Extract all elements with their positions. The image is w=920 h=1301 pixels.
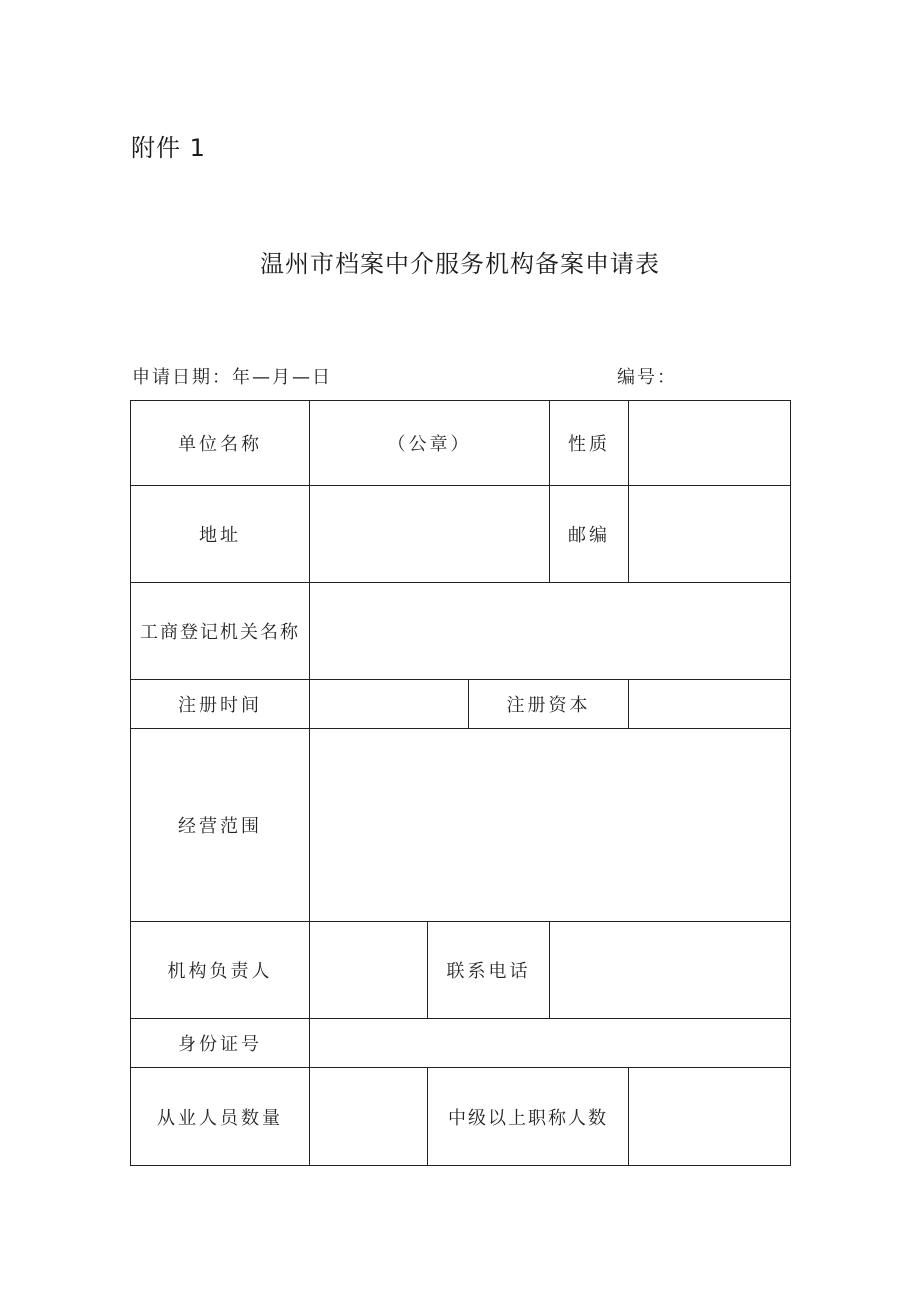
- senior-title-count-field[interactable]: [629, 1068, 791, 1166]
- application-date-line: 申请日期：年—月—日: [132, 367, 332, 388]
- registration-time-field[interactable]: [310, 680, 469, 729]
- attachment-label: 附件 1: [131, 134, 206, 162]
- person-in-charge-field[interactable]: [310, 922, 428, 1019]
- registration-authority-field[interactable]: [310, 583, 791, 680]
- address-field[interactable]: [310, 486, 550, 583]
- id-number-label: 身份证号: [131, 1019, 310, 1068]
- row-business-scope: [131, 729, 791, 922]
- registration-time-label: 注册时间: [131, 680, 310, 729]
- postcode-label: 邮编: [550, 486, 629, 583]
- number-label: 编号：: [617, 367, 677, 388]
- postcode-field[interactable]: [629, 486, 791, 583]
- row-registration-time: [131, 680, 791, 729]
- row-address: [131, 486, 791, 583]
- staff-count-label: 从业人员数量: [131, 1068, 310, 1166]
- contact-phone-field[interactable]: [550, 922, 791, 1019]
- nature-label: 性质: [550, 401, 629, 486]
- row-person-in-charge: [131, 922, 791, 1019]
- unit-name-label: 单位名称: [131, 401, 310, 486]
- row-staff: [131, 1068, 791, 1166]
- business-scope-field[interactable]: [310, 729, 791, 922]
- unit-name-seal-field[interactable]: （公章）: [310, 401, 550, 486]
- person-in-charge-label: 机构负责人: [131, 922, 310, 1019]
- registration-authority-label: 工商登记机关名称: [131, 583, 310, 680]
- id-number-field[interactable]: [310, 1019, 791, 1068]
- registered-capital-label: 注册资本: [469, 680, 629, 729]
- business-scope-label: 经营范围: [131, 729, 310, 922]
- registered-capital-field[interactable]: [629, 680, 791, 729]
- senior-title-count-label: 中级以上职称人数: [428, 1068, 629, 1166]
- row-id-number: [131, 1019, 791, 1068]
- row-unit-name: [131, 401, 791, 486]
- nature-field[interactable]: [629, 401, 791, 486]
- staff-count-field[interactable]: [310, 1068, 428, 1166]
- address-label: 地址: [131, 486, 310, 583]
- row-registration-authority: [131, 583, 791, 680]
- contact-phone-label: 联系电话: [428, 922, 550, 1019]
- page-title: 温州市档案中介服务机构备案申请表: [260, 250, 660, 278]
- application-form-table: [130, 400, 791, 1166]
